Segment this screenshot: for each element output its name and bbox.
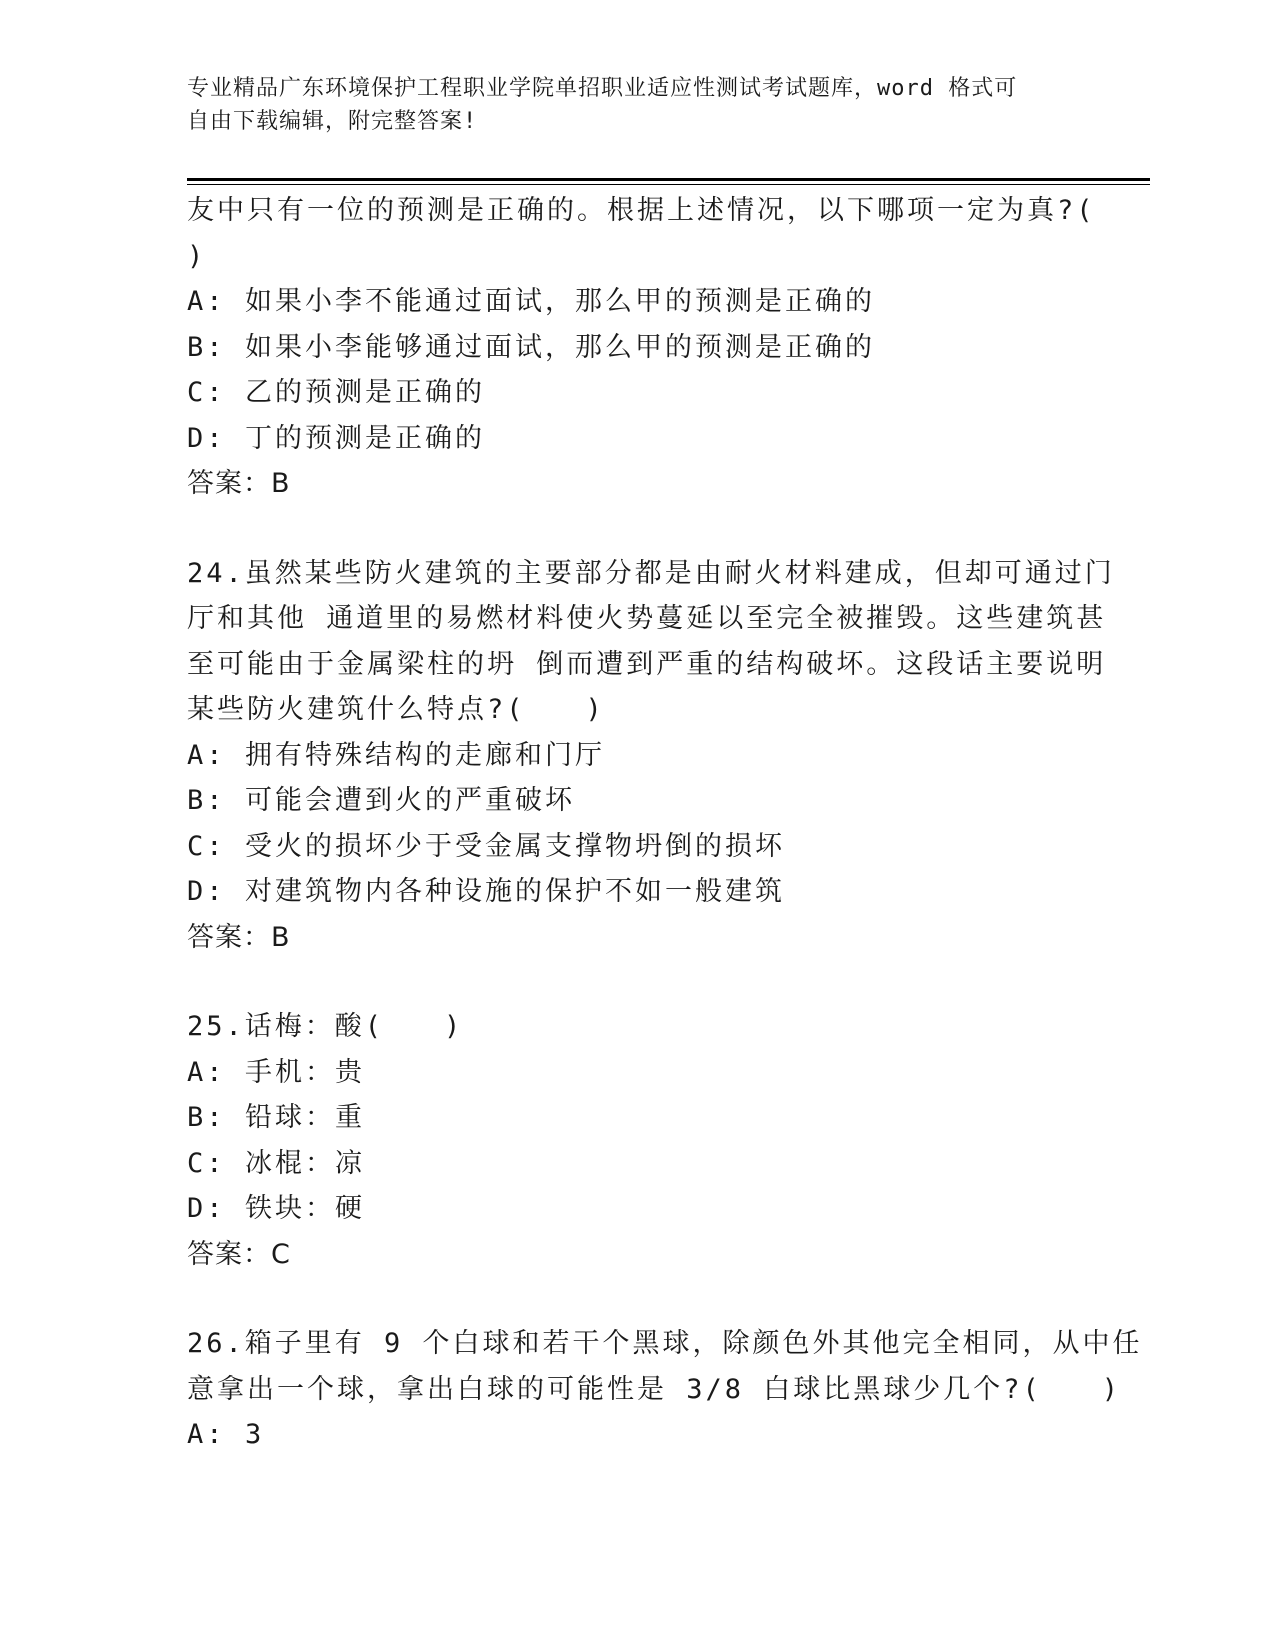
option-letter: A: [187,286,226,317]
option-letter: D: [187,1193,226,1224]
option-letter: A: [187,1419,226,1450]
option-text: 乙的预测是正确的 [245,377,485,408]
question-stem-line: 26.箱子里有 9 个白球和若干个黑球，除颜色外其他完全相同，从中任 [187,1328,1143,1359]
option-letter: C: [187,830,226,862]
option-letter: B: [187,1102,226,1133]
option-a [187,1050,1087,1096]
option-text: 如果小李不能通过面试，那么甲的预测是正确的 [245,286,875,317]
option-text: 手机：贵 [245,1056,365,1088]
option-letter: C: [187,1147,226,1179]
question-stem-line: 25.话梅：酸( ) [187,1011,464,1042]
question-25 [187,1004,1087,1277]
answer-line: 答案：C [187,1238,291,1270]
option-letter: D: [187,876,226,907]
question-stem-line: 某些防火建筑什么特点?( ) [187,694,605,725]
option-text: 3 [245,1419,265,1450]
option-a [187,1412,1087,1458]
question-stem-line: 友中只有一位的预测是正确的。根据上述情况，以下哪项一定为真?( [187,195,1096,226]
option-text: 对建筑物内各种设施的保护不如一般建筑 [245,876,785,907]
option-text: 可能会遭到火的严重破坏 [245,785,575,816]
option-text: 铅球：重 [245,1102,365,1133]
question-continued [187,188,1096,507]
option-a [187,733,1087,779]
question-content [187,188,1143,1458]
option-c [187,1141,1087,1187]
header-rule-thick [187,178,1150,181]
option-letter: B: [187,785,226,816]
option-letter: A: [187,739,226,771]
option-text: 受火的损坏少于受金属支撑物坍倒的损坏 [245,830,785,862]
header-line-1: 专业精品广东环境保护工程职业学院单招职业适应性测试考试题库，word 格式可 [187,76,1018,101]
option-a [187,279,1087,325]
option-letter: B: [187,331,226,363]
spacer [187,1277,1087,1321]
question-stem-line: ) [187,240,207,272]
question-stem-line: 24.虽然某些防火建筑的主要部分都是由耐火材料建成，但却可通过门 [187,557,1115,589]
option-b [187,1095,1087,1141]
option-text: 丁的预测是正确的 [245,422,485,454]
option-text: 冰棍：凉 [245,1147,365,1179]
question-stem-line: 厅和其他 通道里的易燃材料使火势蔓延以至完全被摧毁。这些建筑甚 [187,603,1107,634]
question-stem-line: 意拿出一个球，拿出白球的可能性是 3/8 白球比黑球少几个?( ) [187,1373,1122,1405]
option-letter: A: [187,1056,226,1088]
option-letter: D: [187,422,226,454]
option-c [187,370,1087,416]
option-d [187,1186,1087,1232]
question-24 [187,551,1115,961]
page-header [187,72,1067,138]
spacer [187,507,1087,551]
option-d [187,869,1087,915]
option-text: 铁块：硬 [245,1193,365,1224]
option-text: 拥有特殊结构的走廊和门厅 [245,739,605,771]
header-line-2: 自由下载编辑，附完整答案! [187,109,478,134]
answer-line: 答案：B [187,921,291,953]
option-d [187,416,1087,462]
spacer [187,960,1087,1004]
option-letter: C: [187,377,226,408]
header-rule-thin [187,184,1150,185]
question-26 [187,1321,1143,1458]
option-b [187,325,1087,371]
option-b [187,778,1087,824]
option-c [187,824,1087,870]
question-stem-line: 至可能由于金属梁柱的坍 倒而遭到严重的结构破坏。这段话主要说明 [187,648,1107,680]
answer-line: 答案：B [187,468,291,499]
option-text: 如果小李能够通过面试，那么甲的预测是正确的 [245,331,875,363]
